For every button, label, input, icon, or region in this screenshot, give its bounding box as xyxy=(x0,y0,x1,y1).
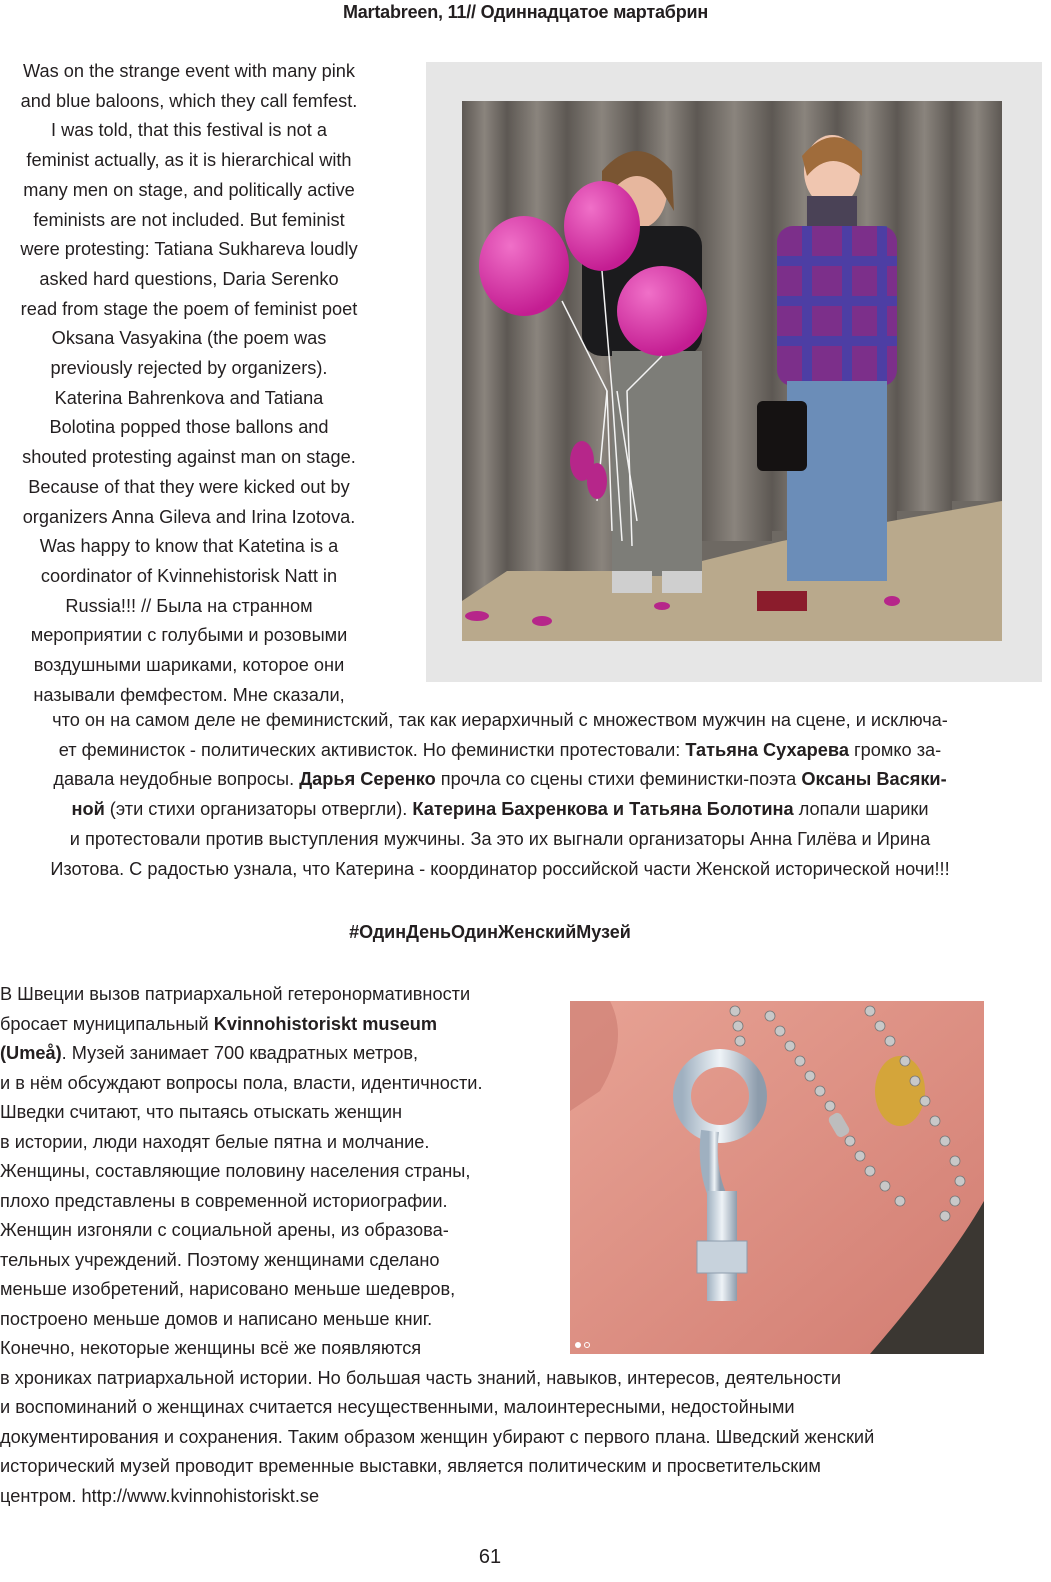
article2-text xyxy=(0,980,875,1511)
carousel-dot-active[interactable] xyxy=(575,1342,581,1348)
text-line xyxy=(0,855,1000,885)
text-line: Because of that they were kicked out by xyxy=(28,476,350,497)
text-line: в истории, люди находят белые пятна и молчание. xyxy=(0,1131,430,1152)
text-line: feminists are not included. But feminist xyxy=(33,209,345,230)
name-highlight: Дарья Серенко xyxy=(299,769,436,790)
text-line xyxy=(0,1039,560,1069)
text-line: Женщин изгоняли с социальной арены, из образова- xyxy=(0,1220,449,1240)
text-line: Was on the strange event with many pink xyxy=(23,61,355,81)
text-line xyxy=(0,825,1000,855)
page-number: 61 xyxy=(478,1546,502,1568)
text-line: many men on stage, and politically active xyxy=(23,179,355,200)
text-line: Oksana Vasyakina (the poem was xyxy=(51,328,327,349)
text-run: прочла со сцены стихи феминистки-поэта xyxy=(435,769,802,790)
text-line: asked hard questions, Daria Serenko xyxy=(39,268,339,289)
text-line: feminist actually, as it is hierarchical with xyxy=(26,150,352,171)
text-run: давала неудобные вопросы. xyxy=(53,769,300,790)
text-line xyxy=(0,736,1000,766)
text-line: называли фемфестом. Мне сказали, xyxy=(33,684,345,705)
museum-location: (Umeå) xyxy=(0,1043,62,1063)
text-run: громко за- xyxy=(848,739,942,760)
text-line xyxy=(0,1010,560,1040)
text-line: и воспоминаний о женщинах считается несущественными, малоинтересными, недостойными xyxy=(0,1397,795,1417)
article-column-text xyxy=(0,57,378,710)
name-highlight: ной xyxy=(71,799,105,820)
text-line: and blue baloons, which they call femfest. xyxy=(20,90,358,111)
text-line: previously rejected by organizers). xyxy=(50,358,328,379)
text-line: тельных учреждений. Поэтому женщинами сделано xyxy=(0,1249,440,1270)
text-line: документирования и сохранения. Таким образом женщин убирают с первого плана. Шведский женский xyxy=(0,1426,875,1447)
text-line: плохо представлены в современной историографии. xyxy=(0,1190,448,1211)
text-line: построено меньше домов и написано меньше книг. xyxy=(0,1308,433,1329)
text-run: и протестовали против выступления мужчины. За это их выгнали организаторы Анна Гилёва и Ирина xyxy=(69,828,931,849)
article-wide-text xyxy=(0,706,1000,884)
text-line: Bolotina popped those ballons and xyxy=(49,417,329,438)
text-line: меньше изобретений, нарисовано меньше шедевров, xyxy=(0,1279,456,1299)
page-title: Martabreen, 11// Одиннадцатое мартабрин xyxy=(342,2,709,22)
text-line: исторический музей проводит временные выставки, является политическим и просветительским xyxy=(0,1456,821,1476)
text-line: центром. http://www.kvinnohistoriskt.se xyxy=(0,1485,320,1506)
eye-bolt-photo-illustration xyxy=(570,1001,984,1354)
femfest-photo-illustration xyxy=(462,101,1002,641)
text-run: . Музей занимает 700 квадратных метров, xyxy=(61,1043,419,1063)
text-line: Katerina Bahrenkova and Tatiana xyxy=(54,387,324,408)
text-line: Шведки считают, что пытаясь отыскать женщин xyxy=(0,1102,403,1122)
text-line: read from stage the poem of feminist poet xyxy=(20,298,358,319)
text-run: ет феминисток - политических активисток. Но феминистки протестовали: xyxy=(58,739,686,760)
text-line xyxy=(0,706,1000,736)
text-line: Was happy to know that Katetina is a xyxy=(39,536,339,557)
section-title: #ОдинДеньОдинЖенскийМузей xyxy=(349,922,631,942)
text-line: coordinator of Kvinnehistorisk Natt in xyxy=(40,565,338,586)
text-line: В Швеции вызов патриархальной гетеронормативности xyxy=(0,984,471,1004)
text-run: что он на самом деле не феминистский, так как иерархичный с множеством мужчин на сцене, и исключа- xyxy=(52,710,948,730)
text-run: бросает муниципальный xyxy=(0,1013,214,1034)
text-line: I was told, that this festival is not a xyxy=(51,120,327,141)
name-highlight: Татьяна Сухарева xyxy=(685,739,849,760)
text-line: в хрониках патриархальной истории. Но большая часть знаний, навыков, интересов, деятельности xyxy=(0,1367,842,1388)
name-highlight: Оксаны Васяки- xyxy=(801,769,947,790)
femfest-photo xyxy=(462,101,1002,641)
text-run: лопали шарики xyxy=(793,799,929,820)
text-line xyxy=(0,795,1000,825)
museum-name: Kvinnohistoriskt museum xyxy=(213,1013,438,1034)
text-line: shouted protesting against man on stage. xyxy=(22,447,356,468)
text-line: Женщины, составляющие половину населения страны, xyxy=(0,1161,471,1181)
text-line: organizers Anna Gileva and Irina Izotova. xyxy=(22,506,356,527)
text-line: мероприятии с голубыми и розовыми xyxy=(30,625,348,646)
text-line: Russia!!! // Была на странном xyxy=(65,595,313,616)
carousel-dot[interactable] xyxy=(584,1342,590,1348)
text-line: воздушными шариками, которое они xyxy=(33,655,345,676)
text-run: (эти стихи организаторы отвергли). xyxy=(104,799,413,820)
text-line: и в нём обсуждают вопросы пола, власти, идентичности. xyxy=(0,1072,483,1093)
text-line xyxy=(0,765,1000,795)
eye-bolt-photo xyxy=(570,1001,984,1354)
text-line: Конечно, некоторые женщины всё же появляются xyxy=(0,1338,422,1358)
text-run: Изотова. С радостью узнала, что Катерина - координатор российской части Женской исторической ночи!!! xyxy=(50,858,950,879)
text-line: were protesting: Tatiana Sukhareva loudly xyxy=(20,239,358,260)
name-highlight: Катерина Бахренкова и Татьяна Болотина xyxy=(412,799,794,820)
